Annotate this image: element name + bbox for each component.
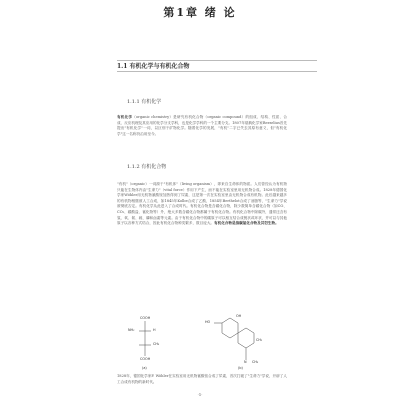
paragraph-text: （organic chemistry）是研究有机化合物（organic compound）的组成、结构、性质、合成、反应机理及其应用的化学分支学科，也是化学学科的一个主要分支。1807年瑞典化学家Berzelius首先提出"有机化学"一词，以区别于矿物化学。随着化学的发展，"有机"二字已失去其原有意义，但"有机化学"这一名称仍沿用至今。	[117, 115, 287, 136]
page-number: ·1·	[197, 392, 203, 397]
formula-label: COOH	[140, 316, 151, 320]
formula-label: COOH	[140, 357, 151, 361]
highlighted-definition: 有机化合物是指碳氢化合物及其衍生物。	[214, 221, 279, 226]
section-divider	[117, 71, 317, 72]
paragraph-wohler: 1828年，德国化学家F. Wöhler在实验室用无机物氰酸铵合成了尿素，首次打破了"生命力"学说，开辟了人工合成有机物的新时代。	[117, 374, 287, 384]
paragraph-organic-chemistry	[117, 115, 287, 137]
paragraph-text: "有机"（organic）一词源于"有机体"（living organism），即来自生命体的物质。人们曾经认为有机物只能在生物体内由"生命力"（vital force）作用下产生，而不能在实验室里用无机物合成。1828年德国化学家Wöhler用无机物氰酸铵加热得到了尿素，这是第一次在实验室里由无机物合成有机物。此后越来越多的有机物相继被人工合成，如1845年Kolbe合成了乙酸，1854年Berthelot合成了油脂等，"生命力"学说被彻底否定。有机化学从此进入了合成时代。有机化合物是含碳化合物，除少数简单含碳化合物（如CO、CO₂、碳酸盐、氰化物等）外，绝大多数含碳化合物都属于有机化合物。有机化合物中除碳外，通常还含有氢、氧、氮、硫、磷和卤素等元素。由于有机化合物中的碳原子可以相互结合成链状或环状，并可以与其他原子以各种方式结合，因此有机化合物种类繁多，数目庞大。	[117, 182, 287, 226]
formula-label: HO	[205, 320, 211, 324]
term-organic-chemistry: 有机化学	[117, 115, 133, 119]
formula-label: OH	[236, 314, 242, 318]
figure-caption: (a)	[142, 366, 147, 370]
formula-label: NH₂	[128, 328, 135, 332]
formula-label: CH₃	[153, 342, 160, 346]
subsection-title: 1.1.2 有机化合物	[127, 164, 167, 170]
formula-label: H	[153, 328, 156, 332]
paragraph-organic-compounds	[117, 182, 287, 227]
formula-label: CH₂	[256, 338, 263, 342]
subsection-title: 1.1.1 有机化学	[127, 99, 162, 105]
chapter-title: 第1章 绪 论	[163, 6, 237, 19]
figure-caption: (b)	[238, 366, 243, 370]
formula-label: N	[244, 360, 247, 364]
section-title: 1.1 有机化学与有机化合物	[117, 63, 190, 70]
formula-label: CH₃	[252, 360, 259, 364]
